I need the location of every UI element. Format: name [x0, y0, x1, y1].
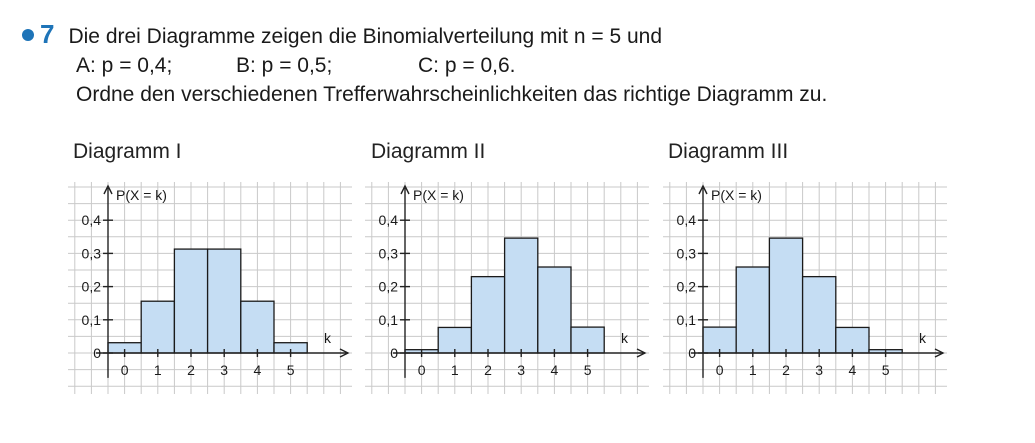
y-tick-label: 0,3 [378, 245, 398, 262]
x-tick-label: 0 [417, 362, 426, 378]
y-tick-label: 0,4 [378, 212, 398, 229]
x-tick-label: 3 [815, 362, 824, 378]
x-tick-label: 1 [153, 362, 162, 378]
bar-k-4 [241, 301, 274, 353]
diagram-2-title: Diagramm II [371, 140, 486, 163]
x-tick-label: 4 [253, 362, 262, 378]
y-axis-label: P(X = k) [711, 187, 762, 203]
bar-k-2 [174, 249, 207, 353]
task-number: 7 [40, 19, 55, 49]
task-variants [76, 51, 1012, 80]
x-tick-label: 5 [583, 362, 592, 378]
task-header [22, 20, 1012, 51]
diagram-3-title: Diagramm III [668, 140, 789, 163]
bar-k-2 [471, 277, 504, 353]
x-axis-label: k [621, 330, 628, 346]
variant-c: C: p = 0,6. [418, 54, 516, 77]
diagram-1-chart [58, 176, 358, 398]
y-axis-label: P(X = k) [413, 187, 464, 203]
x-tick-label: 4 [848, 362, 857, 378]
y-tick-label: 0,2 [81, 278, 101, 295]
y-tick-label: 0,1 [81, 311, 101, 328]
difficulty-dot-icon [22, 29, 34, 41]
y-tick-label: 0 [390, 345, 398, 361]
x-tick-label: 3 [517, 362, 526, 378]
x-axis-label: k [919, 330, 926, 346]
x-tick-label: 1 [748, 362, 757, 378]
bar-k-3 [208, 249, 241, 353]
y-tick-label: 0,3 [81, 245, 101, 262]
bar-k-3 [505, 238, 538, 353]
x-tick-label: 2 [187, 362, 195, 378]
bar-k-2 [769, 238, 802, 353]
x-tick-label: 5 [881, 362, 890, 378]
bar-k-4 [538, 267, 571, 353]
x-tick-label: 5 [286, 362, 295, 378]
bar-k-1 [141, 301, 174, 353]
y-tick-label: 0,2 [676, 278, 696, 295]
x-tick-label: 0 [715, 362, 724, 378]
y-tick-label: 0,3 [676, 245, 696, 262]
x-tick-label: 0 [120, 362, 129, 378]
y-tick-label: 0,1 [378, 311, 398, 328]
y-tick-label: 0,4 [81, 212, 101, 229]
y-axis-label: P(X = k) [116, 187, 167, 203]
bar-k-1 [736, 267, 769, 353]
task-text-line-1: Die drei Diagramme zeigen die Binomialverteilung mit n = 5 und [68, 25, 663, 48]
variant-b: B: p = 0,5; [236, 54, 333, 77]
x-tick-label: 2 [484, 362, 492, 378]
x-tick-label: 3 [220, 362, 229, 378]
y-tick-label: 0,1 [676, 311, 696, 328]
diagram-3-chart [653, 176, 953, 398]
x-tick-label: 1 [450, 362, 459, 378]
diagram-2-chart [355, 176, 655, 398]
y-tick-label: 0,4 [676, 212, 696, 229]
y-tick-label: 0,2 [378, 278, 398, 295]
variant-a: A: p = 0,4; [76, 54, 173, 77]
x-tick-label: 4 [550, 362, 559, 378]
diagram-1-title: Diagramm I [73, 140, 182, 163]
x-axis-label: k [324, 330, 331, 346]
task-block [22, 20, 1012, 109]
task-text-line-3: Ordne den verschiedenen Trefferwahrscheinlichkeiten das richtige Diagramm zu. [76, 83, 828, 106]
bar-k-3 [803, 277, 836, 353]
x-tick-label: 2 [782, 362, 790, 378]
y-tick-label: 0 [93, 345, 101, 361]
y-tick-label: 0 [688, 345, 696, 361]
